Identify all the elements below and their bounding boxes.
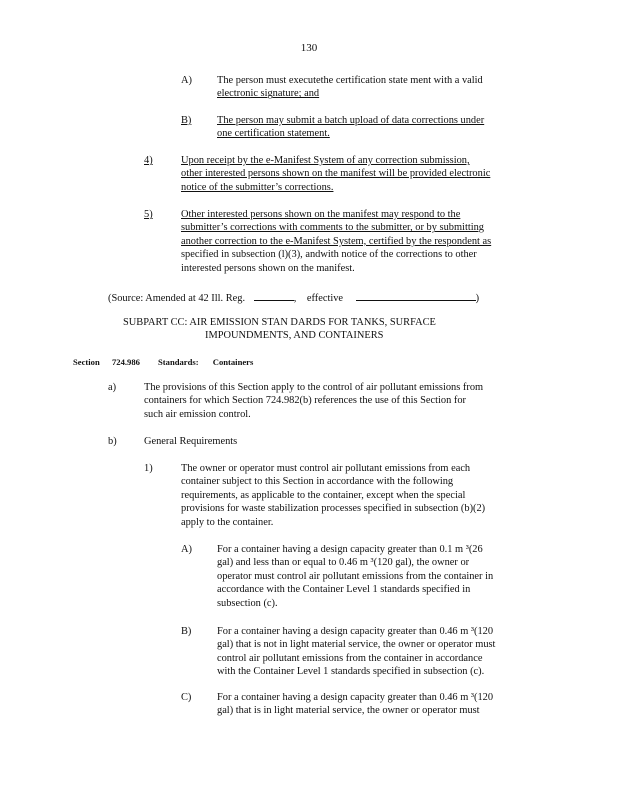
item-5-line-5: interested persons shown on the manifest. [181, 262, 355, 274]
subsection-a-line-2: containers for which Section 724.982(b) references the use of this Section for [144, 395, 467, 407]
source-prefix: (Source: Amended at 42 Ill. Reg. [108, 293, 246, 304]
item-4-line-2: other interested persons shown on the manifest will be provided electronic [181, 168, 491, 180]
item-B-line-3: control air pollutant emissions from the container in accordance [217, 652, 483, 664]
item-B-line-4: with the Container Level 1 standards specified in subsection (c). [217, 666, 485, 678]
subpart-line-2: IMPOUNDMENTS, AND CONTAINERS [205, 330, 384, 342]
subsection-a-label: a) [108, 382, 117, 393]
subsection-b-label: b) [108, 436, 117, 447]
subsection-a-line-3: such air emission control. [144, 408, 251, 420]
source-effective: effective [306, 293, 344, 304]
item-a-label: A) [181, 75, 192, 86]
item-1-line-2: container subject to this Section in accordance with the following [181, 476, 454, 488]
source-close: ) [475, 293, 480, 304]
item-A-line-3: operator must control air pollutant emissions from the container in [217, 570, 494, 582]
item-A-line-2: gal) and less than or equal to 0.46 m ³(120 gal), the owner or [217, 557, 470, 569]
item-A-line-1: For a container having a design capacity greater than 0.1 m ³(26 [217, 544, 483, 555]
item-5-line-2: submitter’s corrections with comments to the submitter, or by submitting [181, 222, 484, 234]
item-A-line-4: accordance with the Container Level 1 standards specified in [217, 584, 471, 596]
source-note: (Source: Amended at 42 Ill. Reg. , effective ) [108, 290, 528, 305]
item-1-line-3: requirements, as applicable to the container, except when the special [181, 489, 466, 501]
item-B-line-1: For a container having a design capacity greater than 0.46 m ³(120 [217, 626, 494, 637]
item-4-line-3: notice of the submitter’s corrections. [181, 181, 334, 193]
item-5-line-4: specified in subsection (l)(3), andwith notice of the corrections to other [181, 249, 477, 261]
item-a-text [217, 74, 519, 101]
item-1-line-1: The owner or operator must control air pollutant emissions from each [181, 463, 471, 474]
item-1-line-4: provisions for waste stabilization processes specified in subsection (b)(2) [181, 503, 486, 515]
item-4-label: 4) [144, 155, 153, 166]
item-a-line-1: The person must executethe certification state ment with a valid [217, 75, 483, 86]
item-b-line-1: The person may submit a batch upload of data corrections under [217, 115, 485, 126]
section-word: Section [73, 357, 100, 367]
page-number: 130 [300, 42, 318, 54]
item-1-line-5: apply to the container. [181, 516, 274, 528]
item-4-text [181, 154, 541, 194]
subpart-line-1: SUBPART CC: AIR EMISSION STAN DARDS FOR TANKS, SURFACE [123, 317, 436, 328]
source-blank-1 [254, 290, 294, 301]
subpart-heading [123, 316, 523, 343]
section-number: 724.986 [112, 357, 140, 367]
item-b-line-2: one certification statement. [217, 128, 330, 140]
item-5-line-3: another correction to the e-Manifest System, certified by the respondent as [181, 235, 492, 247]
item-5-line-1: Other interested persons shown on the manifest may respond to the [181, 209, 461, 220]
subsection-a-text [144, 381, 539, 421]
section-title: Standards: Containers [158, 357, 254, 367]
item-C-label: C) [181, 692, 192, 703]
item-B-label: B) [181, 626, 192, 637]
source-blank-2 [356, 290, 476, 301]
item-B-line-2: gal) that is not in light material service, the owner or operator must [217, 639, 496, 651]
item-A-label: A) [181, 544, 192, 555]
item-A-line-5: subsection (c). [217, 597, 278, 609]
item-5-label: 5) [144, 209, 153, 220]
subsection-a-line-1: The provisions of this Section apply to the control of air pollutant emissions from [144, 382, 484, 393]
item-C-text [217, 691, 539, 718]
item-C-line-1: For a container having a design capacity greater than 0.46 m ³(120 [217, 692, 494, 703]
item-b-label: B) [181, 115, 192, 126]
item-B-text [217, 625, 539, 679]
item-4-line-1: Upon receipt by the e-Manifest System of any correction submission, [181, 155, 470, 166]
item-a-line-2: electronic signature; and [217, 88, 320, 100]
item-b-text [217, 114, 527, 141]
item-5-text [181, 208, 543, 275]
subsection-b-text: General Requirements [144, 436, 238, 447]
item-A-text [217, 543, 539, 610]
item-1-text [181, 462, 526, 529]
item-1-label: 1) [144, 463, 153, 474]
item-C-line-2: gal) that is in light material service, the owner or operator must [217, 705, 480, 717]
